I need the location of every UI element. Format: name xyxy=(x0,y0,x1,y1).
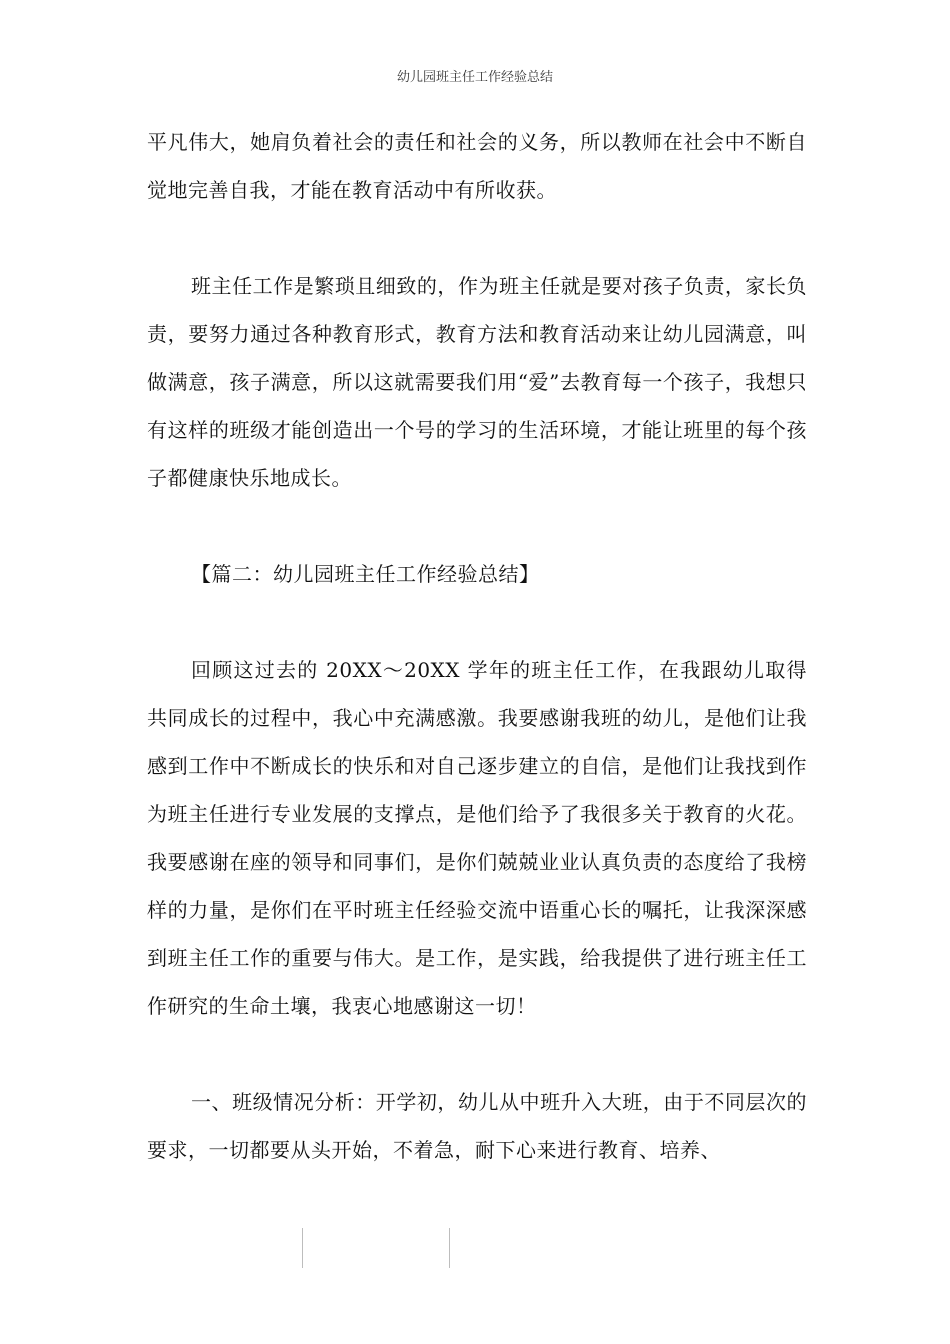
page-header-title: 幼儿园班主任工作经验总结 xyxy=(396,70,553,85)
paragraph-gap xyxy=(147,214,807,262)
paragraph-2: 班主任工作是繁琐且细致的，作为班主任就是要对孩子负责，家长负责，要努力通过各种教育形式，教育方法和教育活动来让幼儿园满意，叫做满意，孩子满意，所以这就需要我们用“爱”去教育每一个孩子，我想只有这样的班级才能创造出一个号的学习的生活环境，才能让班里的每个孩子都健康快乐地成长。 xyxy=(147,274,807,490)
footer-divider-lines xyxy=(302,1228,450,1268)
paragraph-gap xyxy=(147,1030,807,1078)
paragraph-4: 一、班级情况分析：开学初，幼儿从中班升入大班，由于不同层次的要求，一切都要从头开始，不着急，耐下心来进行教育、培养、 xyxy=(147,1090,807,1162)
paragraph-gap xyxy=(147,502,807,550)
section-title: 【篇二：幼儿园班主任工作经验总结】 xyxy=(191,562,540,586)
paragraph-gap xyxy=(147,598,807,646)
paragraph-3: 回顾这过去的 20XX～20XX 学年的班主任工作，在我跟幼儿取得共同成长的过程中，我心中充满感激。我要感谢我班的幼儿，是他们让我感到工作中不断成长的快乐和对自己逐步建立的自信，是他们让我找到作为班主任进行专业发展的支撑点，是他们给予了我很多关于教育的火花。我要感谢在座的领导和同事们，是你们兢兢业业认真负责的态度给了我榜样的力量，是你们在平时班主任经验交流中语重心长的嘱托，让我深深感到班主任工作的重要与伟大。是工作，是实践，给我提供了进行班主任工作研究的生命土壤，我衷心地感谢这一切！ xyxy=(147,658,807,1018)
document-body xyxy=(147,118,807,1174)
paragraph-1: 平凡伟大，她肩负着社会的责任和社会的义务，所以教师在社会中不断自觉地完善自我，才能在教育活动中有所收获。 xyxy=(147,130,807,202)
